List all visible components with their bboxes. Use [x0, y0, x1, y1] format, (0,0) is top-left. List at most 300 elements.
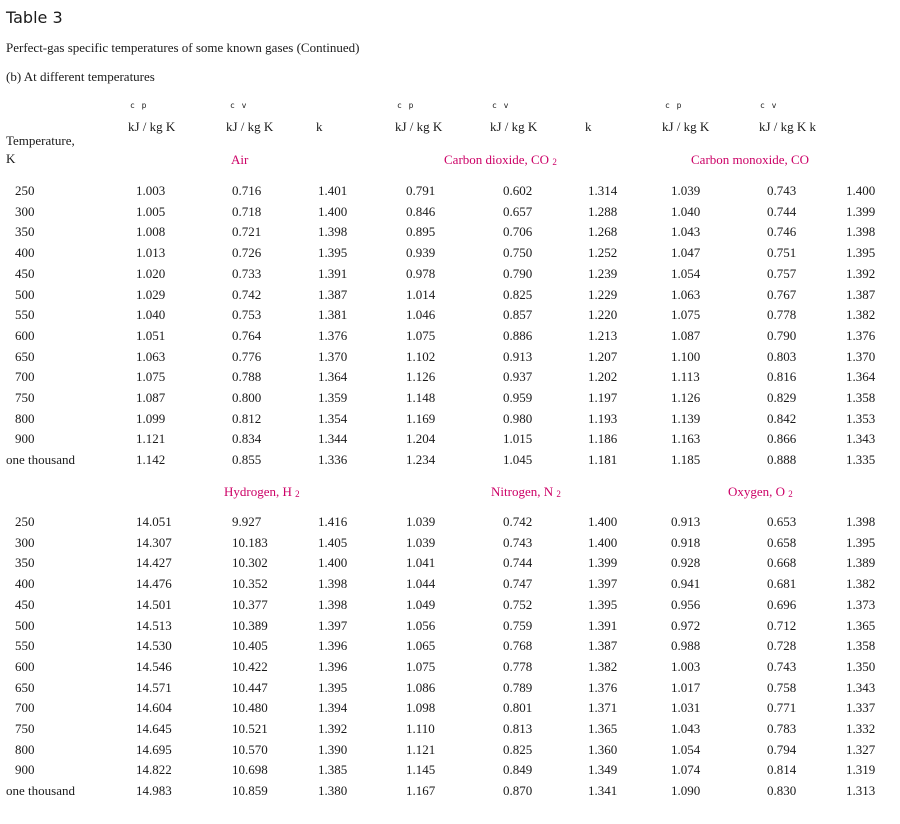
- table-cell: 0.778: [503, 658, 533, 674]
- header-unit: k: [316, 119, 323, 134]
- table-cell: 1.337: [846, 700, 876, 716]
- table-cell: 1.399: [588, 555, 618, 571]
- table-cell: 0.939: [406, 245, 436, 261]
- temperature-cell: 900: [15, 431, 35, 447]
- temperature-cell: 600: [15, 658, 35, 674]
- table-cell: 0.988: [671, 638, 701, 654]
- table-cell: 1.121: [136, 431, 166, 447]
- table-cell: 1.102: [406, 348, 436, 364]
- table-cell: 0.764: [232, 327, 262, 343]
- table-cell: 1.341: [588, 783, 618, 799]
- table-cell: 0.870: [503, 783, 533, 799]
- table-cell: 0.855: [232, 452, 262, 468]
- table-cell: 0.743: [503, 534, 533, 550]
- header-symbol: c v: [230, 101, 248, 110]
- table-cell: 1.371: [588, 700, 618, 716]
- table-cell: 1.335: [846, 452, 876, 468]
- table-cell: 0.980: [503, 410, 533, 426]
- table-cell: 0.750: [503, 245, 533, 261]
- table-cell: 1.045: [503, 452, 533, 468]
- header-symbol: c p: [130, 101, 148, 110]
- table-cell: 1.202: [588, 369, 618, 385]
- table-cell: 0.721: [232, 224, 262, 240]
- temperature-cell: 750: [15, 721, 35, 736]
- table-cell: 14.427: [136, 555, 172, 571]
- table-cell: 1.126: [671, 390, 701, 405]
- table-cell: 1.401: [318, 183, 348, 198]
- temperature-cell: one thousand: [6, 783, 75, 799]
- temperature-cell: 300: [15, 203, 35, 219]
- table-cell: 0.778: [767, 307, 797, 323]
- table-cell: 1.145: [406, 762, 436, 778]
- table-cell: 0.794: [767, 741, 797, 757]
- table-cell: 0.744: [503, 555, 533, 571]
- table-cell: 1.364: [318, 369, 348, 385]
- table-cell: 0.937: [503, 369, 533, 385]
- table-cell: 1.358: [846, 390, 876, 405]
- table-cell: 0.752: [503, 596, 533, 612]
- table-cell: 1.046: [406, 307, 436, 323]
- temperature-cell: 900: [15, 762, 35, 778]
- table-cell: 1.040: [671, 203, 701, 219]
- temperature-cell: 350: [15, 224, 35, 240]
- table-cell: 1.039: [406, 534, 436, 550]
- table-cell: 0.712: [767, 617, 797, 633]
- table-cell: 1.376: [846, 327, 876, 343]
- table-cell: 1.397: [318, 617, 348, 633]
- table-cell: 1.397: [588, 576, 618, 592]
- table-cell: 1.005: [136, 203, 166, 219]
- table-cell: 1.396: [318, 658, 348, 674]
- temperature-cell: 250: [15, 183, 35, 198]
- temperature-cell: 750: [15, 390, 35, 405]
- temperature-cell: 450: [15, 596, 35, 612]
- table-cell: 1.319: [846, 762, 876, 778]
- table-cell: 1.167: [406, 783, 436, 799]
- table-cell: 1.169: [406, 410, 436, 426]
- table-cell: 0.743: [767, 658, 797, 674]
- table-cell: 0.846: [406, 203, 436, 219]
- table-cell: 14.571: [136, 679, 172, 695]
- table-cell: 1.056: [406, 617, 436, 633]
- table-cell: 0.825: [503, 741, 533, 757]
- table-cell: 0.814: [767, 762, 797, 778]
- table-cell: 0.716: [232, 183, 262, 198]
- gas-label-co: Carbon monoxide, CO: [691, 152, 810, 167]
- table-cell: 1.376: [588, 679, 618, 695]
- table-cell: 1.186: [588, 431, 618, 447]
- table-cell: 10.183: [232, 534, 268, 550]
- temperature-cell: 500: [15, 286, 35, 302]
- table-cell: 0.913: [671, 514, 701, 529]
- table-cell: 1.086: [406, 679, 436, 695]
- table-cell: 1.003: [136, 183, 166, 198]
- temperature-cell: 800: [15, 410, 35, 426]
- temperature-cell: 800: [15, 741, 35, 757]
- table-cell: 0.751: [767, 245, 797, 261]
- table-cell: 1.396: [318, 638, 348, 654]
- temperature-cell: 300: [15, 534, 35, 550]
- table-cell: 10.422: [232, 658, 268, 674]
- table-cell: 1.044: [406, 576, 436, 592]
- table-cell: 0.743: [767, 183, 797, 198]
- table-cell: 0.918: [671, 534, 701, 550]
- table-cell: 0.790: [767, 327, 797, 343]
- table-cell: 1.017: [671, 679, 701, 695]
- table-cell: 14.476: [136, 576, 172, 592]
- table-cell: 1.197: [588, 390, 618, 405]
- table-cell: 1.392: [846, 265, 876, 281]
- table-cell: 0.857: [503, 307, 533, 323]
- table-cell: 0.753: [232, 307, 262, 323]
- table-cell: 0.913: [503, 348, 533, 364]
- table-cell: 1.359: [318, 390, 348, 405]
- table-cell: 0.789: [503, 679, 533, 695]
- table-cell: 0.746: [767, 224, 797, 240]
- table-cell: 1.065: [406, 638, 436, 654]
- table-cell: 1.029: [136, 286, 166, 302]
- table-cell: 1.020: [136, 265, 166, 281]
- table-cell: 10.480: [232, 700, 268, 716]
- table-cell: 1.394: [318, 700, 348, 716]
- table-cell: 0.733: [232, 265, 262, 281]
- table-cell: 1.398: [846, 514, 876, 529]
- table-cell: 1.013: [136, 245, 166, 261]
- table-cell: 1.252: [588, 245, 618, 261]
- table-cell: 0.776: [232, 348, 262, 364]
- table-cell: 1.229: [588, 286, 618, 302]
- gas-label-o2: Oxygen, O $_2$: [728, 484, 793, 499]
- table-cell: 1.163: [671, 431, 701, 447]
- table-cell: 1.327: [846, 741, 876, 757]
- table-section-label: (b) At different temperatures: [6, 69, 155, 84]
- table-cell: 1.075: [671, 307, 701, 323]
- table-cell: 1.193: [588, 410, 618, 426]
- table-cell: 0.681: [767, 576, 797, 592]
- table-cell: 1.031: [671, 700, 701, 716]
- gas-label-h2: Hydrogen, H $_2$: [224, 484, 300, 499]
- table-cell: 1.207: [588, 348, 618, 364]
- temperature-cell: one thousand: [6, 452, 75, 468]
- table-cell: 1.365: [846, 617, 876, 633]
- table-cell: 1.349: [588, 762, 618, 778]
- header-unit: kJ / kg K: [662, 119, 710, 134]
- table-cell: 0.801: [503, 700, 533, 716]
- table-cell: 1.343: [846, 679, 876, 695]
- header-symbol: c p: [397, 101, 415, 110]
- table-cell: 1.398: [318, 224, 348, 240]
- header-unit: kJ / kg K k: [759, 119, 817, 134]
- temperature-cell: 450: [15, 265, 35, 281]
- table-cell: 1.395: [846, 534, 876, 550]
- table-cell: 1.204: [406, 431, 436, 447]
- table-cell: 0.767: [767, 286, 797, 302]
- table-cell: 1.075: [406, 327, 436, 343]
- table-cell: 1.220: [588, 307, 618, 323]
- table-cell: 1.370: [318, 348, 348, 364]
- table-cell: 1.344: [318, 431, 348, 447]
- table-cell: 14.645: [136, 721, 172, 736]
- table-cell: 1.126: [406, 369, 436, 385]
- table-cell: 1.395: [318, 679, 348, 695]
- table-subtitle: Perfect-gas specific temperatures of some known gases (Continued): [6, 40, 360, 55]
- header-unit: kJ / kg K: [395, 119, 443, 134]
- table-cell: 0.696: [767, 596, 797, 612]
- table-cell: 1.387: [588, 638, 618, 654]
- table-cell: 0.757: [767, 265, 797, 281]
- table-cell: 0.728: [767, 638, 797, 654]
- temperature-cell: 650: [15, 679, 35, 695]
- table-cell: 1.398: [318, 576, 348, 592]
- temperature-cell: 700: [15, 700, 35, 716]
- table-cell: 1.075: [406, 658, 436, 674]
- table-cell: 1.039: [671, 183, 701, 198]
- table-cell: 1.382: [846, 576, 876, 592]
- table-cell: 1.336: [318, 452, 348, 468]
- temperature-cell: 350: [15, 555, 35, 571]
- table-cell: 1.354: [318, 410, 348, 426]
- table-cell: 1.373: [846, 596, 876, 612]
- table-cell: 14.513: [136, 617, 172, 633]
- table-cell: 10.447: [232, 679, 268, 695]
- temperature-cell: 650: [15, 348, 35, 364]
- table-cell: 1.063: [136, 348, 166, 364]
- table-cell: 1.398: [846, 224, 876, 240]
- table-cell: 0.825: [503, 286, 533, 302]
- table-cell: 0.972: [671, 617, 701, 633]
- header-unit: kJ / kg K: [226, 119, 274, 134]
- table-cell: 0.813: [503, 721, 533, 736]
- temperature-label: Temperature,: [6, 133, 75, 148]
- table-cell: 1.047: [671, 245, 701, 261]
- table-cell: 0.959: [503, 390, 533, 405]
- table-cell: 0.726: [232, 245, 262, 261]
- table-cell: 1.395: [588, 596, 618, 612]
- table-cell: 1.148: [406, 390, 436, 405]
- table-cell: 1.185: [671, 452, 701, 468]
- table-cell: 1.051: [136, 327, 166, 343]
- table-cell: 1.398: [318, 596, 348, 612]
- table-cell: 0.834: [232, 431, 262, 447]
- table-cell: 10.405: [232, 638, 268, 654]
- table-cell: 0.886: [503, 327, 533, 343]
- table-cell: 1.043: [671, 224, 701, 240]
- table-cell: 0.788: [232, 369, 262, 385]
- table-cell: 1.395: [846, 245, 876, 261]
- table-cell: 1.392: [318, 721, 348, 736]
- temperature-cell: 700: [15, 369, 35, 385]
- gas-label-air: Air: [231, 152, 249, 167]
- table-cell: 1.075: [136, 369, 166, 385]
- table-cell: 10.698: [232, 762, 268, 778]
- table-cell: 0.758: [767, 679, 797, 695]
- table-cell: 1.385: [318, 762, 348, 778]
- table-cell: 0.866: [767, 431, 797, 447]
- table-cell: 0.790: [503, 265, 533, 281]
- table-cell: 1.391: [318, 265, 348, 281]
- table-cell: 0.602: [503, 183, 533, 198]
- table-cell: 1.054: [671, 265, 701, 281]
- table-cell: 1.314: [588, 183, 618, 198]
- temperature-cell: 400: [15, 576, 35, 592]
- table-cell: 1.370: [846, 348, 876, 364]
- table-cell: 1.387: [846, 286, 876, 302]
- table-cell: 0.895: [406, 224, 436, 240]
- table-cell: 0.829: [767, 390, 797, 405]
- table-cell: 1.100: [671, 348, 701, 364]
- table-cell: 1.353: [846, 410, 876, 426]
- table-cell: 0.718: [232, 203, 262, 219]
- table-cell: 0.830: [767, 783, 797, 799]
- table-cell: 0.706: [503, 224, 533, 240]
- temperature-cell: 250: [15, 514, 35, 529]
- table-cell: 0.742: [503, 514, 533, 529]
- table-cell: 1.234: [406, 452, 436, 468]
- table-cell: 1.389: [846, 555, 876, 571]
- table-cell: 1.099: [136, 410, 166, 426]
- table-cell: 0.941: [671, 576, 701, 592]
- table-cell: 0.849: [503, 762, 533, 778]
- table-cell: 0.783: [767, 721, 797, 736]
- header-unit: k: [585, 119, 592, 134]
- table-cell: 0.771: [767, 700, 797, 716]
- table-cell: 0.888: [767, 452, 797, 468]
- table-cell: 1.382: [588, 658, 618, 674]
- table-cell: 0.800: [232, 390, 262, 405]
- table-cell: 1.015: [503, 431, 533, 447]
- temperature-cell: 500: [15, 617, 35, 633]
- table-cell: 1.376: [318, 327, 348, 343]
- table-cell: 0.744: [767, 203, 797, 219]
- table-cell: 1.008: [136, 224, 166, 240]
- table-cell: 0.812: [232, 410, 262, 426]
- table-cell: 1.268: [588, 224, 618, 240]
- table-cell: 14.546: [136, 658, 172, 674]
- table-cell: 0.928: [671, 555, 701, 571]
- table-cell: 0.791: [406, 183, 436, 198]
- gas-label-n2: Nitrogen, N $_2$: [491, 484, 561, 499]
- table-cell: 1.121: [406, 741, 436, 757]
- table-cell: 0.803: [767, 348, 797, 364]
- temperature-cell: 550: [15, 638, 35, 654]
- temperature-cell: 600: [15, 327, 35, 343]
- table-cell: 1.400: [588, 514, 618, 529]
- table-cell: 14.530: [136, 638, 172, 654]
- table-cell: 1.049: [406, 596, 436, 612]
- table-cell: 1.332: [846, 721, 876, 736]
- table-cell: 14.501: [136, 596, 172, 612]
- table-cell: 1.054: [671, 741, 701, 757]
- table-cell: 1.003: [671, 658, 701, 674]
- table-title: Table 3: [6, 8, 63, 27]
- table-cell: 1.087: [671, 327, 701, 343]
- table-cell: 14.307: [136, 534, 172, 550]
- temperature-cell: 400: [15, 245, 35, 261]
- table-cell: 1.313: [846, 783, 876, 799]
- table-cell: 1.400: [318, 555, 348, 571]
- table-cell: 1.380: [318, 783, 348, 799]
- table-cell: 1.098: [406, 700, 436, 716]
- table-cell: 14.983: [136, 783, 172, 799]
- table-cell: 1.395: [318, 245, 348, 261]
- table-cell: 1.181: [588, 452, 618, 468]
- table-cell: 1.041: [406, 555, 436, 571]
- table-cell: 10.859: [232, 783, 268, 799]
- table-cell: 1.063: [671, 286, 701, 302]
- table-cell: 0.759: [503, 617, 533, 633]
- table-cell: 1.364: [846, 369, 876, 385]
- table-cell: 1.381: [318, 307, 348, 323]
- header-symbol: c v: [492, 101, 510, 110]
- table-cell: 10.570: [232, 741, 268, 757]
- table-cell: 0.768: [503, 638, 533, 654]
- table-cell: 0.657: [503, 203, 533, 219]
- table-cell: 0.668: [767, 555, 797, 571]
- table-cell: 1.390: [318, 741, 348, 757]
- table-cell: 1.043: [671, 721, 701, 736]
- table-cell: 1.113: [671, 369, 700, 385]
- table-cell: 1.039: [406, 514, 436, 529]
- header-symbol: c v: [760, 101, 778, 110]
- table-cell: 1.343: [846, 431, 876, 447]
- header-unit: kJ / kg K: [128, 119, 176, 134]
- table-cell: 1.400: [318, 203, 348, 219]
- gas-label-co2: Carbon dioxide, CO $_2$: [444, 152, 557, 167]
- header-unit: kJ / kg K: [490, 119, 538, 134]
- table-cell: 1.074: [671, 762, 701, 778]
- table-cell: 1.087: [136, 390, 166, 405]
- table-cell: 1.139: [671, 410, 701, 426]
- table-cell: 9.927: [232, 514, 262, 529]
- table-cell: 1.110: [406, 721, 435, 736]
- table-cell: 1.358: [846, 638, 876, 654]
- table-cell: 1.040: [136, 307, 166, 323]
- table-cell: 14.695: [136, 741, 172, 757]
- table-cell: 1.239: [588, 265, 618, 281]
- table-cell: 1.350: [846, 658, 876, 674]
- table-cell: 1.360: [588, 741, 618, 757]
- table-cell: 14.822: [136, 762, 172, 778]
- table-cell: 10.377: [232, 596, 268, 612]
- table-cell: 0.653: [767, 514, 797, 529]
- table-cell: 1.142: [136, 452, 166, 468]
- table-cell: 10.302: [232, 555, 268, 571]
- table-cell: 10.521: [232, 721, 268, 736]
- table-cell: 1.213: [588, 327, 618, 343]
- table-cell: 0.816: [767, 369, 797, 385]
- table-cell: 1.416: [318, 514, 348, 529]
- table-cell: 10.389: [232, 617, 268, 633]
- table-cell: 0.956: [671, 596, 701, 612]
- table-cell: 1.387: [318, 286, 348, 302]
- table-cell: 1.391: [588, 617, 618, 633]
- table-cell: 0.742: [232, 286, 262, 302]
- table-cell: 1.405: [318, 534, 348, 550]
- table-cell: 1.014: [406, 286, 436, 302]
- temperature-cell: 550: [15, 307, 35, 323]
- table-cell: 1.399: [846, 203, 876, 219]
- table-cell: 0.978: [406, 265, 436, 281]
- table-cell: 0.658: [767, 534, 797, 550]
- table-cell: 14.051: [136, 514, 172, 529]
- table-cell: 14.604: [136, 700, 172, 716]
- header-symbol: c p: [665, 101, 683, 110]
- table-cell: 10.352: [232, 576, 268, 592]
- table-cell: 1.090: [671, 783, 701, 799]
- table-cell: 1.400: [588, 534, 618, 550]
- table-cell: 0.842: [767, 410, 797, 426]
- table-cell: 1.400: [846, 183, 876, 198]
